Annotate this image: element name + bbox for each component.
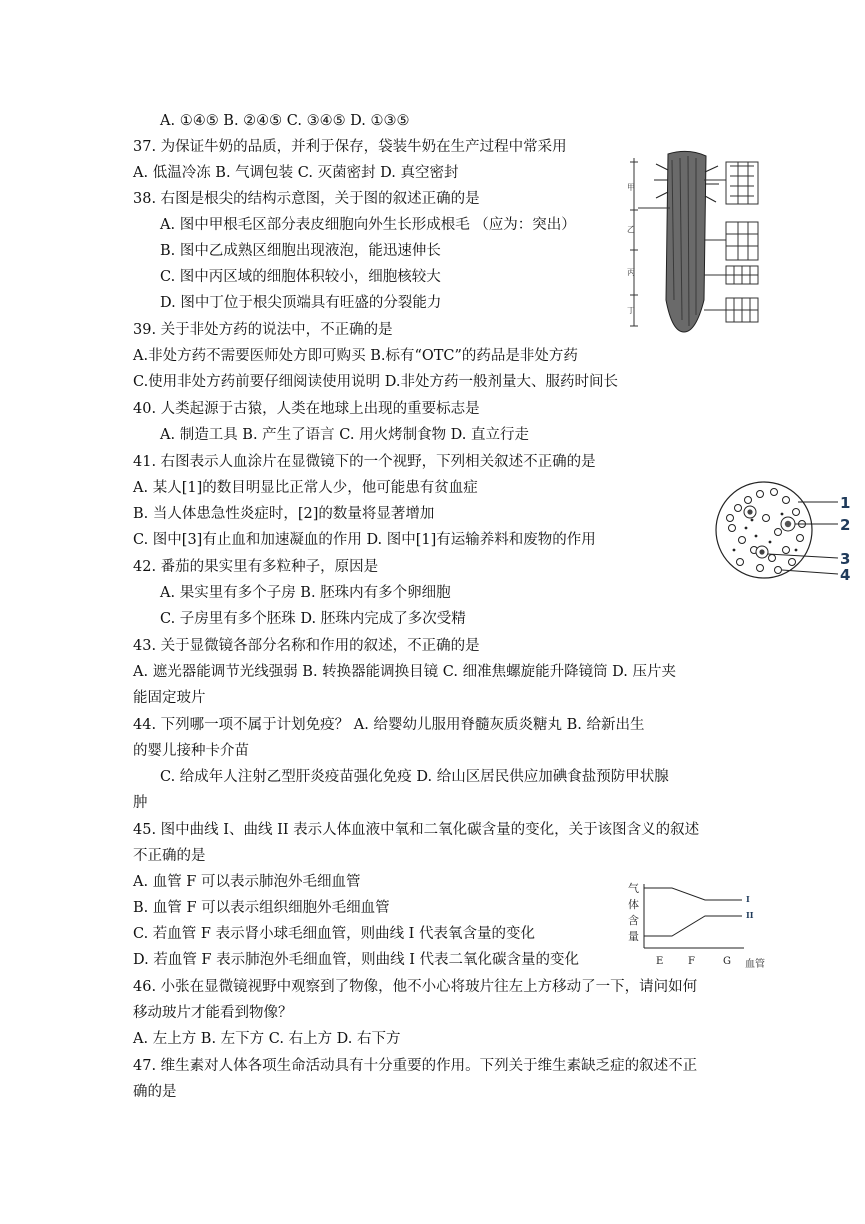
root-tip-figure	[626, 150, 761, 335]
text-line: B. 图中乙成熟区细胞出现液泡，能迅速伸长	[160, 243, 441, 259]
gas-xlabel: 血管	[745, 959, 765, 970]
text-line: 39. 关于非处方药的说法中，不正确的是	[133, 322, 393, 338]
svg-text:丁: 丁	[627, 306, 635, 315]
text-line: A. 低温冷冻 B. 气调包装 C. 灭菌密封 D. 真空密封	[133, 165, 459, 181]
text-line: 38. 右图是根尖的结构示意图，关于图的叙述正确的是	[133, 191, 480, 207]
text-line: C. 图中丙区域的细胞体积较小，细胞核较大	[160, 269, 441, 285]
text-line: 37. 为保证牛奶的品质，并利于保存，袋装牛奶在生产过程中常采用	[133, 139, 567, 155]
blood-smear-figure	[712, 478, 860, 588]
text-line: 不正确的是	[133, 848, 206, 864]
gas-series-label-1: I	[746, 894, 750, 904]
text-line: D. 图中丁位于根尖顶端具有旺盛的分裂能力	[160, 295, 442, 311]
text-line: D. 若血管 F 表示肺泡外毛细血管，则曲线 I 代表二氧化碳含量的变化	[133, 952, 580, 968]
text-line: 能固定玻片	[133, 690, 206, 706]
text-line: 42. 番茄的果实里有多粒种子，原因是	[133, 559, 379, 575]
gas-series-label-2: II	[746, 910, 754, 920]
text-line: 确的是	[133, 1084, 177, 1100]
text-line: B. 当人体患急性炎症时，[2]的数量将显著增加	[133, 506, 435, 522]
gas-ylabel-3: 量	[628, 930, 639, 943]
gas-ylabel-1: 体	[628, 898, 639, 911]
gas-ylabel-2: 含	[628, 914, 639, 927]
svg-text:甲: 甲	[627, 183, 635, 192]
gas-xtick-1: F	[688, 956, 695, 967]
blood-label-4: 4	[840, 566, 851, 584]
text-line: 44. 下列哪一项不属于计划免疫？ A. 给婴幼儿服用脊髓灰质炎糖丸 B. 给新出生	[133, 717, 645, 733]
text-line: A. ①④⑤ B. ②④⑤ C. ③④⑤ D. ①③⑤	[160, 113, 410, 129]
gas-ylabel-0: 气	[628, 882, 639, 895]
text-line: 移动玻片才能看到物像？	[133, 1005, 293, 1021]
gas-xtick-0: E	[656, 956, 664, 967]
text-line: C.使用非处方药前要仔细阅读使用说明 D.非处方药一般剂量大、服药时间长	[133, 374, 619, 390]
blood-label-1: 1	[840, 494, 851, 512]
text-line: 肿	[133, 795, 148, 811]
svg-text:丙: 丙	[627, 268, 635, 277]
text-line: A. 左上方 B. 左下方 C. 右上方 D. 右下方	[133, 1031, 401, 1047]
svg-text:乙: 乙	[627, 225, 635, 234]
gas-content-chart	[620, 880, 770, 975]
text-line: A. 果实里有多个子房 B. 胚珠内有多个卵细胞	[160, 585, 451, 601]
blood-label-2: 2	[840, 516, 851, 534]
text-line: C. 给成年人注射乙型肝炎疫苗强化免疫 D. 给山区居民供应加碘食盐预防甲状腺	[160, 769, 669, 785]
text-line: 47. 维生素对人体各项生命活动具有十分重要的作用。下列关于维生素缺乏症的叙述不正	[133, 1058, 698, 1074]
text-line: 43. 关于显微镜各部分名称和作用的叙述，不正确的是	[133, 638, 480, 654]
text-line: C. 图中[3]有止血和加速凝血的作用 D. 图中[1]有运输养料和废物的作用	[133, 532, 596, 548]
text-line: 41. 右图表示人血涂片在显微镜下的一个视野，下列相关叙述不正确的是	[133, 454, 596, 470]
gas-xtick-2: G	[723, 956, 731, 967]
text-line: 40. 人类起源于古猿，人类在地球上出现的重要标志是	[133, 401, 480, 417]
text-line: A. 血管 F 可以表示肺泡外毛细血管	[133, 874, 361, 890]
text-line: 的婴儿接种卡介苗	[133, 743, 249, 759]
blood-label-3: 3	[840, 550, 851, 568]
text-line: C. 若血管 F 表示肾小球毛细血管，则曲线 I 代表氧含量的变化	[133, 926, 536, 942]
text-line: A. 某人[1]的数目明显比正常人少，他可能患有贫血症	[133, 480, 478, 496]
text-line: A. 制造工具 B. 产生了语言 C. 用火烤制食物 D. 直立行走	[160, 427, 530, 443]
text-line: 46. 小张在显微镜视野中观察到了物像，他不小心将玻片往左上方移动了一下，请问如何	[133, 979, 698, 995]
text-line: A.非处方药不需要医师处方即可购买 B.标有“OTC”的药品是非处方药	[133, 348, 578, 364]
text-line: C. 子房里有多个胚珠 D. 胚珠内完成了多次受精	[160, 611, 466, 627]
text-line: A. 图中甲根毛区部分表皮细胞向外生长形成根毛 （应为：突出）	[160, 217, 576, 233]
text-line: A. 遮光器能调节光线强弱 B. 转换器能调换目镜 C. 细准焦螺旋能升降镜筒 D. 压片夹	[133, 664, 677, 680]
text-line: 45. 图中曲线 I、曲线 II 表示人体血液中氧和二氧化碳含量的变化，关于该图含义的叙述	[133, 822, 700, 838]
text-line: B. 血管 F 可以表示组织细胞外毛细血管	[133, 900, 390, 916]
